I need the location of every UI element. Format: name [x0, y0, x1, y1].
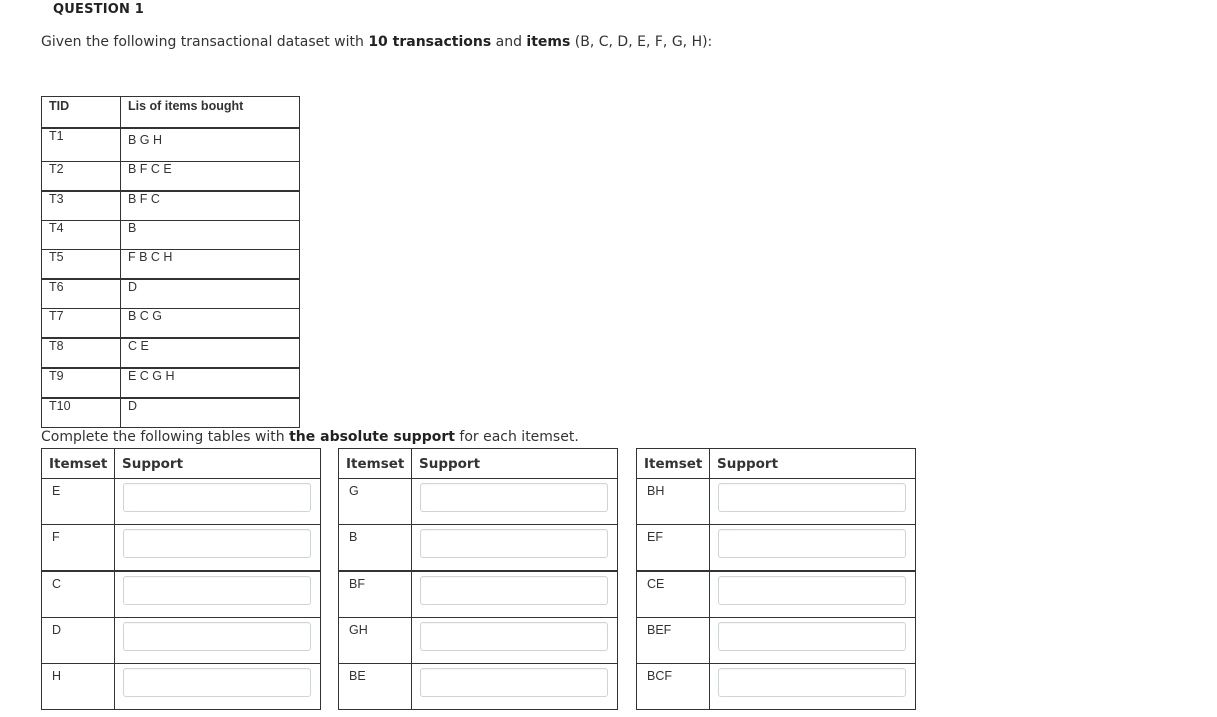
- support-input[interactable]: [123, 668, 311, 697]
- itemset-header-row: [637, 449, 916, 479]
- transaction-row: [42, 398, 300, 428]
- intro-text: [41, 34, 712, 50]
- itemset-name: G: [339, 479, 412, 525]
- itemset-row: [42, 618, 321, 664]
- transaction-row: [42, 191, 300, 221]
- items-cell: C E: [121, 338, 300, 368]
- tid-cell: T9: [42, 368, 121, 398]
- transaction-row: [42, 162, 300, 192]
- itemset-name: GH: [339, 618, 412, 664]
- itemset-header-row: [42, 449, 321, 479]
- tid-cell: T10: [42, 398, 121, 428]
- support-cell: [412, 525, 618, 572]
- items-cell: B: [121, 221, 300, 250]
- support-cell: [710, 664, 916, 710]
- support-cell: [412, 571, 618, 618]
- itemset-row: [339, 479, 618, 525]
- support-input[interactable]: [718, 622, 906, 651]
- instructions-text: [41, 429, 579, 445]
- itemset-name: BCF: [637, 664, 710, 710]
- itemset-row: [339, 618, 618, 664]
- support-cell: [412, 664, 618, 710]
- instructions-prefix: Complete the following tables with: [41, 429, 290, 445]
- support-input[interactable]: [123, 529, 311, 558]
- support-input[interactable]: [420, 529, 608, 558]
- support-cell: [115, 618, 321, 664]
- itemset-name: H: [42, 664, 115, 710]
- support-cell: [115, 525, 321, 572]
- support-input[interactable]: [123, 576, 311, 605]
- itemset-row: [637, 525, 916, 572]
- itemset-row: [42, 479, 321, 525]
- itemset-name: BH: [637, 479, 710, 525]
- transactions-table: [41, 96, 300, 428]
- support-header: Support: [710, 449, 916, 479]
- itemset-row: [637, 618, 916, 664]
- itemset-name: D: [42, 618, 115, 664]
- itemset-name: BE: [339, 664, 412, 710]
- support-input[interactable]: [420, 576, 608, 605]
- support-cell: [710, 479, 916, 525]
- tid-cell: T8: [42, 338, 121, 368]
- transaction-row: [42, 250, 300, 280]
- itemset-header-row: [339, 449, 618, 479]
- itemset-header: Itemset: [42, 449, 115, 479]
- items-cell: D: [121, 398, 300, 428]
- itemset-header: Itemset: [339, 449, 412, 479]
- support-input[interactable]: [718, 668, 906, 697]
- items-cell: D: [121, 279, 300, 309]
- instructions-suffix: for each itemset.: [454, 429, 579, 445]
- transaction-row: [42, 128, 300, 162]
- itemset-row: [42, 664, 321, 710]
- support-cell: [115, 479, 321, 525]
- itemset-row: [339, 571, 618, 618]
- transaction-row: [42, 279, 300, 309]
- items-cell: E C G H: [121, 368, 300, 398]
- items-cell: B C G: [121, 309, 300, 339]
- support-input[interactable]: [718, 576, 906, 605]
- tid-header: TID: [42, 97, 121, 129]
- support-input[interactable]: [420, 483, 608, 512]
- tid-cell: T7: [42, 309, 121, 339]
- intro-bold-transactions: 10 transactions: [368, 34, 492, 50]
- transaction-row: [42, 309, 300, 339]
- support-input[interactable]: [718, 529, 906, 558]
- support-input[interactable]: [420, 668, 608, 697]
- items-cell: F B C H: [121, 250, 300, 280]
- tid-cell: T2: [42, 162, 121, 192]
- question-header: QUESTION 1: [53, 2, 145, 17]
- itemset-row: [339, 525, 618, 572]
- items-header: Lis of items bought: [121, 97, 300, 129]
- itemset-row: [42, 525, 321, 572]
- itemset-name: CE: [637, 571, 710, 618]
- intro-bold-items: items: [526, 34, 571, 50]
- itemset-header: Itemset: [637, 449, 710, 479]
- support-cell: [710, 571, 916, 618]
- support-input[interactable]: [420, 622, 608, 651]
- support-input[interactable]: [123, 483, 311, 512]
- intro-suffix: (B, C, D, E, F, G, H):: [570, 34, 713, 50]
- itemset-name: B: [339, 525, 412, 572]
- itemset-row: [339, 664, 618, 710]
- support-input[interactable]: [123, 622, 311, 651]
- itemset-row: [42, 571, 321, 618]
- support-header: Support: [412, 449, 618, 479]
- support-header: Support: [115, 449, 321, 479]
- tid-cell: T3: [42, 191, 121, 221]
- items-cell: B F C: [121, 191, 300, 221]
- itemset-row: [637, 479, 916, 525]
- itemset-name: C: [42, 571, 115, 618]
- itemset-table-2: [338, 448, 618, 710]
- items-cell: B G H: [121, 128, 300, 162]
- itemset-name: BEF: [637, 618, 710, 664]
- itemset-name: E: [42, 479, 115, 525]
- instructions-bold: the absolute support: [289, 429, 455, 445]
- tid-cell: T5: [42, 250, 121, 280]
- intro-prefix: Given the following transactional dataset with: [41, 34, 369, 50]
- itemset-table-1: [41, 448, 321, 710]
- tid-cell: T6: [42, 279, 121, 309]
- support-cell: [115, 571, 321, 618]
- transaction-row: [42, 368, 300, 398]
- tid-cell: T4: [42, 221, 121, 250]
- support-input[interactable]: [718, 483, 906, 512]
- support-cell: [115, 664, 321, 710]
- itemset-name: F: [42, 525, 115, 572]
- support-cell: [412, 618, 618, 664]
- support-cell: [710, 525, 916, 572]
- support-cell: [710, 618, 916, 664]
- items-cell: B F C E: [121, 162, 300, 192]
- itemset-name: BF: [339, 571, 412, 618]
- itemset-table-3: [636, 448, 916, 710]
- itemset-row: [637, 571, 916, 618]
- transactions-header-row: [42, 97, 300, 129]
- support-cell: [412, 479, 618, 525]
- transaction-row: [42, 221, 300, 250]
- transaction-row: [42, 338, 300, 368]
- itemset-name: EF: [637, 525, 710, 572]
- intro-middle: and: [491, 34, 527, 50]
- itemset-row: [637, 664, 916, 710]
- tid-cell: T1: [42, 128, 121, 162]
